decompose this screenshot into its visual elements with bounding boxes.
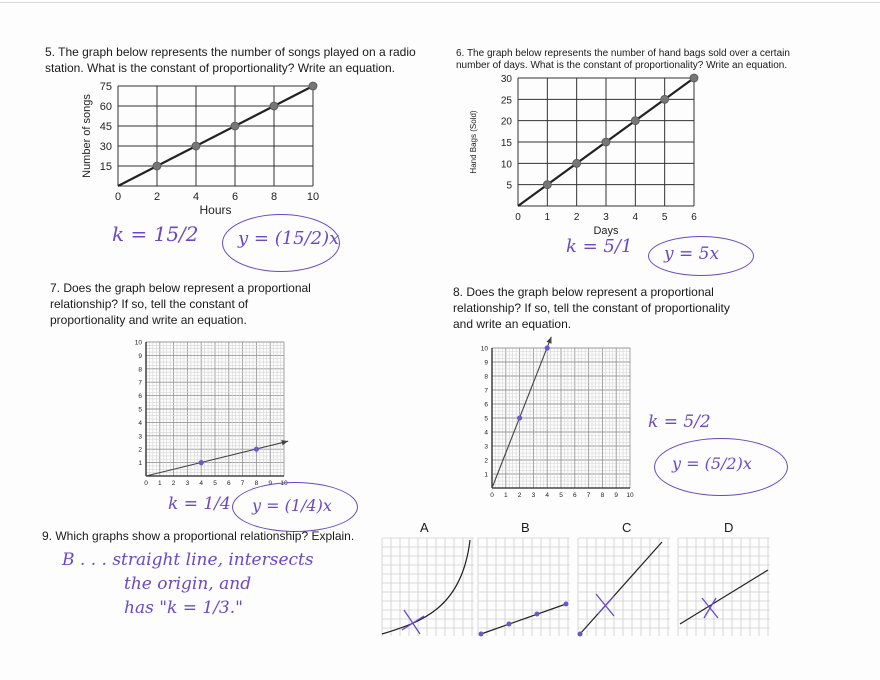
option-b-point	[564, 602, 569, 607]
y-tick-label: 10	[134, 339, 142, 347]
y-tick-label: 3	[138, 433, 142, 441]
y-tick-label: 6	[138, 393, 142, 401]
x-tick-label: 4	[192, 191, 200, 203]
grid	[146, 342, 284, 476]
option-a-label: A	[420, 520, 429, 535]
x-tick-label: 0	[144, 480, 148, 487]
x-tick-label: 8	[270, 191, 278, 203]
option-b-graph	[478, 538, 570, 636]
y-tick-label: 2	[138, 446, 142, 454]
option-d-grid	[678, 538, 770, 636]
q9-answer-line2: the origin, and	[124, 574, 252, 594]
y-tick-label: 20	[500, 116, 512, 128]
q7-answer-k: k = 1/4	[168, 494, 231, 514]
x-tick-label: 0	[490, 492, 494, 499]
grid	[492, 348, 630, 488]
data-point	[661, 95, 669, 103]
x-tick-label: 1	[544, 212, 551, 223]
data-point	[254, 447, 259, 452]
x-axis-title: Hours	[199, 203, 232, 217]
x-tick-label: 8	[254, 480, 259, 487]
x-tick-label: 2	[573, 212, 580, 223]
option-c-label: C	[622, 520, 632, 535]
y-tick-label: 5	[484, 415, 488, 423]
q8-prompt	[453, 284, 730, 332]
y-tick-label: 75	[99, 81, 112, 93]
y-tick-label: 1	[484, 471, 488, 479]
x-tick-label: 5	[559, 492, 563, 499]
x-tick-label: 3	[531, 492, 536, 499]
option-c-graph	[578, 538, 670, 636]
option-a-curve	[382, 540, 470, 634]
data-point	[631, 117, 639, 125]
y-tick-label: 7	[138, 379, 142, 387]
q9-answer	[62, 548, 314, 620]
y-axis-title: Hand Bags (Sold)	[469, 110, 478, 174]
data-point	[545, 345, 550, 350]
x-tick-label: 9	[614, 492, 619, 499]
y-tick-label: 8	[484, 373, 488, 381]
x-tick-label: 4	[199, 480, 204, 487]
data-point	[602, 138, 610, 146]
q8-prompt-line2: relationship? If so, tell the constant of proportionality	[453, 301, 730, 315]
data-line	[118, 86, 313, 186]
y-tick-label: 4	[138, 419, 142, 427]
page-edge-line	[0, 2, 880, 3]
x-tick-label: 4	[632, 212, 639, 223]
q6-answer-eq: y = 5x	[664, 244, 720, 264]
q9-answer-line3: has "k = 1/3."	[124, 598, 243, 618]
x-tick-label: 7	[240, 480, 245, 487]
q7-prompt-line1: 7. Does the graph below represent a proportional	[50, 281, 311, 295]
q9-prompt: 9. Which graphs show a proportional relationship? Explain.	[42, 529, 355, 543]
y-tick-label: 9	[138, 352, 142, 360]
y-tick-label: 6	[484, 401, 488, 409]
x-tick-label: 9	[268, 480, 273, 487]
q5-prompt-line1: 5. The graph below represents the number of songs played on a radio	[45, 45, 416, 59]
option-c-point	[578, 632, 583, 637]
y-tick-label: 2	[484, 457, 488, 465]
q7-graph	[128, 336, 293, 491]
q7-prompt-line2: relationship? If so, tell the constant of	[50, 297, 249, 311]
q7-prompt-line3: proportionality and write an equation.	[50, 313, 247, 327]
data-point	[573, 159, 581, 167]
data-point	[517, 415, 522, 420]
arrow-head	[546, 337, 551, 344]
q6-graph	[462, 72, 722, 237]
x-tick-label: 10	[280, 480, 288, 487]
q5-prompt-line2: station. What is the constant of proportionality? Write an equation.	[45, 61, 395, 75]
q7-prompt	[50, 280, 311, 328]
option-b-point	[507, 622, 512, 627]
option-b-point	[479, 632, 484, 637]
x-tick-label: 8	[600, 492, 605, 499]
option-a-graph	[382, 538, 474, 636]
y-tick-label: 15	[99, 161, 112, 173]
option-d-label: D	[724, 520, 734, 535]
arrow-head	[281, 440, 288, 445]
data-point	[199, 460, 204, 465]
data-point	[153, 162, 161, 170]
y-tick-label: 7	[484, 387, 488, 395]
q5-prompt	[45, 44, 416, 76]
data-point	[543, 181, 551, 189]
y-tick-label: 4	[484, 429, 488, 437]
y-tick-label: 60	[99, 101, 112, 113]
y-tick-label: 5	[138, 406, 142, 414]
x-tick-label: 6	[572, 492, 577, 499]
x-tick-label: 2	[517, 492, 522, 499]
x-tick-label: 1	[157, 480, 162, 487]
q8-answer-eq: y = (5/2)x	[672, 454, 752, 473]
y-tick-label: 25	[500, 95, 512, 107]
data-point	[309, 82, 317, 90]
option-a-grid	[382, 538, 474, 636]
q9-answer-line1: B . . . straight line, intersects	[62, 550, 314, 570]
q8-prompt-line1: 8. Does the graph below represent a proportional	[453, 285, 714, 299]
x-tick-label: 3	[185, 480, 190, 487]
option-d-graph	[678, 538, 770, 636]
q6-prompt-line2: number of days. What is the constant of proportionality? Write an equation.	[456, 60, 788, 71]
y-tick-label: 1	[138, 460, 142, 468]
data-point	[270, 102, 278, 110]
option-b-grid	[478, 538, 570, 636]
data-line	[492, 337, 551, 488]
y-tick-label: 8	[138, 366, 142, 374]
x-tick-label: 2	[171, 480, 176, 487]
q5-answer-k: k = 15/2	[112, 222, 199, 246]
y-axis-title: Number of songs	[81, 94, 93, 178]
q7-answer-eq: y = (1/4)x	[252, 496, 332, 515]
option-b-label: B	[521, 520, 530, 535]
x-tick-label: 10	[626, 492, 634, 499]
y-tick-label: 3	[484, 443, 488, 451]
x-tick-label: 1	[503, 492, 508, 499]
y-tick-label: 30	[500, 74, 512, 85]
q8-graph	[476, 336, 636, 500]
x-tick-label: 10	[306, 191, 320, 203]
x-tick-label: 6	[226, 480, 231, 487]
y-tick-label: 10	[500, 159, 512, 171]
x-tick-label: 5	[213, 480, 217, 487]
y-tick-label: 30	[99, 141, 112, 153]
data-point	[231, 122, 239, 130]
q6-answer-k: k = 5/1	[566, 236, 633, 257]
x-tick-label: 6	[231, 191, 239, 203]
x-tick-label: 0	[114, 191, 122, 203]
q6-prompt	[456, 48, 790, 72]
x-tick-label: 2	[153, 191, 161, 203]
x-tick-label: 5	[661, 212, 668, 223]
q8-prompt-line3: and write an equation.	[453, 317, 572, 331]
option-b-point	[535, 612, 540, 617]
y-tick-label: 5	[506, 180, 512, 192]
x-tick-label: 0	[515, 212, 521, 223]
x-tick-label: 7	[586, 492, 591, 499]
y-tick-label: 45	[99, 121, 112, 133]
y-tick-label: 10	[480, 345, 488, 353]
x-tick-label: 6	[691, 212, 697, 223]
data-point	[192, 142, 200, 150]
q6-prompt-line1: 6. The graph below represents the number of hand bags sold over a certain	[456, 48, 790, 59]
q8-answer-k: k = 5/2	[648, 412, 711, 432]
q5-answer-eq: y = (15/2)x	[238, 228, 340, 249]
y-tick-label: 15	[500, 138, 512, 149]
option-d-line	[680, 570, 768, 624]
x-tick-label: 4	[545, 492, 550, 499]
x-axis-title: Days	[593, 225, 619, 237]
y-tick-label: 9	[484, 359, 488, 367]
option-a-cross-mark	[402, 610, 424, 634]
data-point	[690, 74, 698, 82]
x-tick-label: 3	[603, 212, 609, 223]
q5-graph	[70, 74, 340, 224]
